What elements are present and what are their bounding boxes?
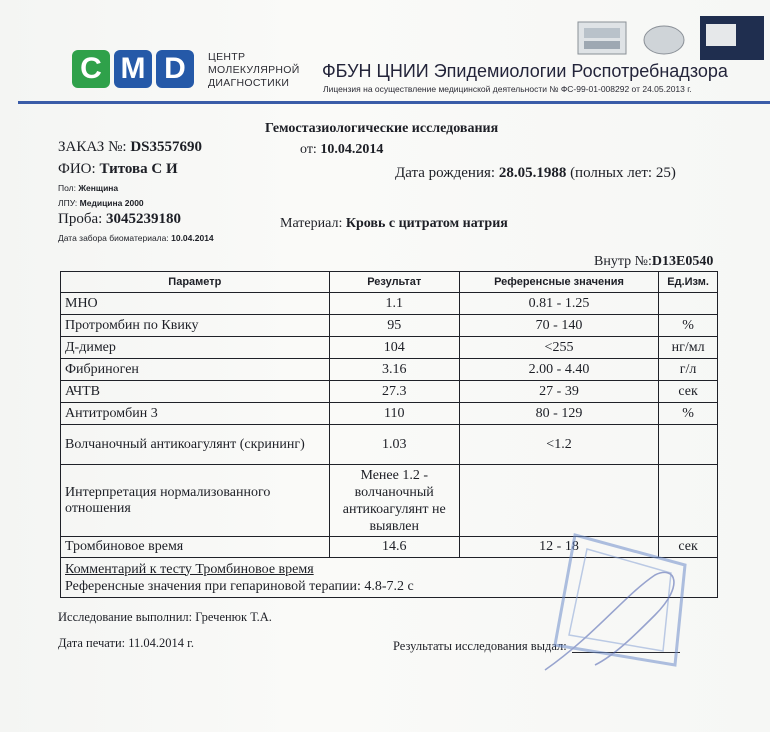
header-unit: Ед.Изм. [659, 272, 718, 293]
sample-material: Материал: Кровь с цитратом натрия [280, 216, 508, 231]
header-divider [18, 101, 770, 104]
comment-text: Референсные значения при гепариновой терапии: 4.8-7.2 с [65, 578, 414, 594]
comment-title: Комментарий к тесту Тромбиновое время [65, 561, 314, 577]
logo-letter-d: D [156, 50, 194, 88]
table-row: АЧТВ 27.3 27 - 39 сек [61, 381, 718, 403]
patient-name: ФИО: Титова С И [58, 161, 178, 177]
stamp-icon [535, 525, 705, 675]
report-title: Гемостазиологические исследования [265, 121, 499, 136]
table-header-row [61, 272, 718, 293]
print-date: Дата печати: 11.04.2014 г. [58, 636, 194, 650]
birth-date: Дата рождения: 28.05.1988 (полных лет: 25) [395, 165, 676, 181]
table-row: Протромбин по Квику 95 70 - 140 % [61, 315, 718, 337]
center-name: ЦЕНТР МОЛЕКУЛЯРНОЙ ДИАГНОСТИКИ [208, 51, 300, 89]
header-parameter: Параметр [61, 272, 330, 293]
table-row: Д-димер 104 <255 нг/мл [61, 337, 718, 359]
patient-lpu: ЛПУ: Медицина 2000 [58, 198, 144, 208]
table-row: Тромбиновое время 14.6 12 - 18 сек [61, 537, 718, 558]
header-result: Результат [329, 272, 459, 293]
table-row: Антитромбин 3 110 80 - 129 % [61, 403, 718, 425]
internal-number: Внутр №:D13E0540 [594, 254, 714, 269]
cmd-logo [72, 50, 194, 88]
table-row: Волчаночный антикоагулянт (скрининг) 1.03 <1.2 [61, 425, 718, 465]
lab-equipment-images [560, 10, 770, 60]
performed-by: Исследование выполнил: Греченюк Т.А. [58, 610, 272, 624]
lab-device-icon [560, 10, 770, 60]
sample-number: Проба: 3045239180 [58, 211, 182, 227]
table-row: МНО 1.1 0.81 - 1.25 [61, 293, 718, 315]
patient-sex: Пол: Женщина [58, 183, 119, 193]
header-reference: Референсные значения [459, 272, 658, 293]
organization-name: ФБУН ЦНИИ Эпидемиологии Роспотребнадзора [322, 61, 728, 81]
sample-collection-date: Дата забора биоматериала: 10.04.2014 [58, 233, 214, 243]
logo-letter-m: M [114, 50, 152, 88]
table-row: Интерпретация нормализованного отношения Менее 1.2 - волчаночный антикоагулянт не выявлен [61, 465, 718, 537]
order-number: ЗАКАЗ №: DS3557690 [58, 139, 202, 155]
order-date: от: 10.04.2014 [300, 142, 384, 157]
logo-letter-c: C [72, 50, 110, 88]
issued-by: Результаты исследования выдал: [393, 639, 567, 653]
table-row: Фибриноген 3.16 2.00 - 4.40 г/л [61, 359, 718, 381]
license-text: Лицензия на осуществление медицинской деятельности № ФС-99-01-008292 от 24.05.2013 г. [323, 84, 692, 94]
